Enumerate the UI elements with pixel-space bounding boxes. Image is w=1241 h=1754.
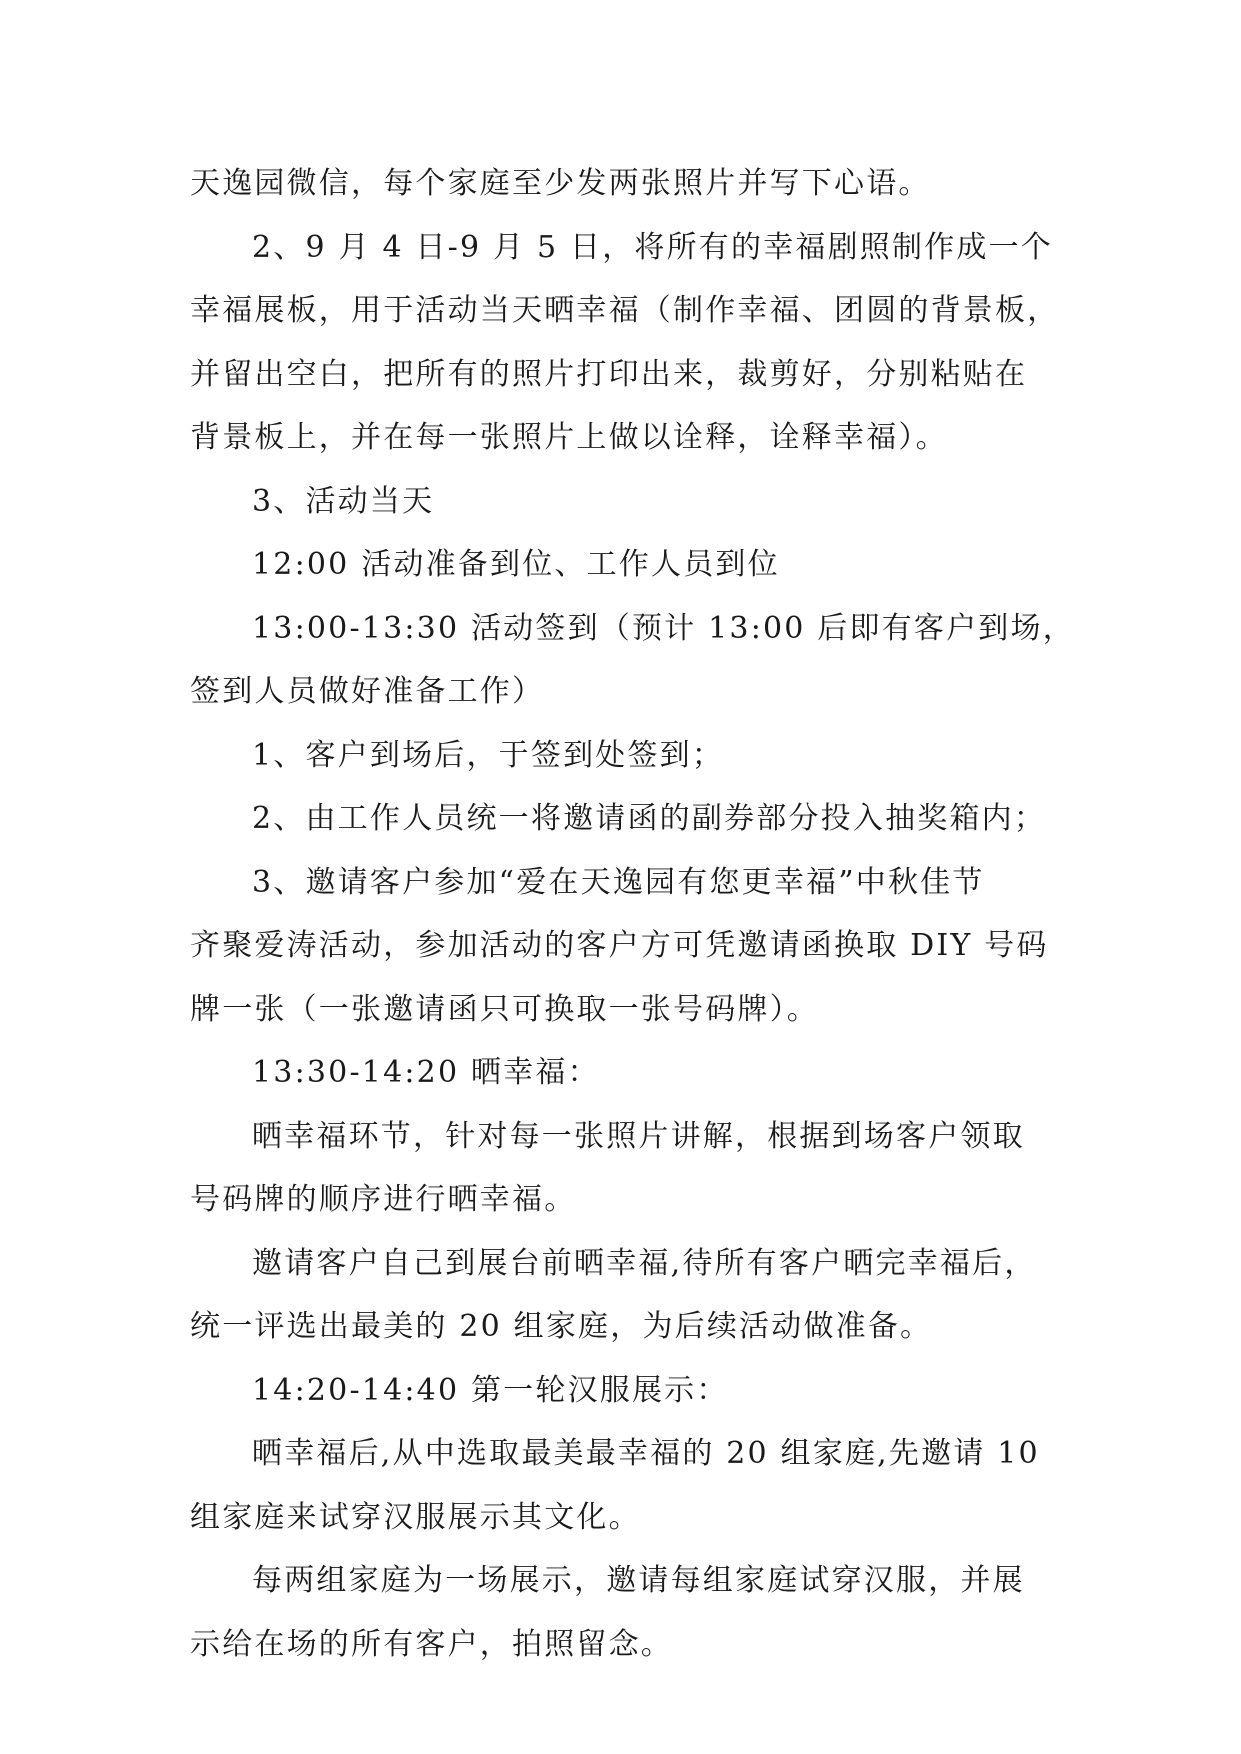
paragraph-line: 号码牌的顺序进行晒幸福。 <box>190 1182 577 1217</box>
paragraph-line: 晒幸福环节，针对每一张照片讲解，根据到场客户领取 <box>252 1118 1025 1154</box>
paragraph-line: 邀请客户自己到展台前晒幸福,待所有客户晒完幸福后， <box>252 1245 1037 1281</box>
paragraph-line: 每两组家庭为一场展示，邀请每组家庭试穿汉服，并展 <box>252 1563 1025 1598</box>
document-body <box>190 152 1075 1676</box>
paragraph-line: 并留出空白，把所有的照片打印出来，裁剪好，分别粘贴在 <box>190 356 1028 392</box>
schedule-line: 12:00 活动准备到位、工作人员到位 <box>252 547 780 582</box>
schedule-line: 14:20-14:40 第一轮汉服展示： <box>252 1372 729 1408</box>
paragraph-line: 天逸园微信，每个家庭至少发两张照片并写下心语。 <box>190 166 931 201</box>
list-item: 1、客户到场后，于签到处签到； <box>252 737 725 773</box>
section-heading: 3、活动当天 <box>252 483 435 519</box>
list-item: 2、由工作人员统一将邀请函的副券部分投入抽奖箱内； <box>252 801 1047 836</box>
paragraph-line: 幸福展板，用于活动当天晒幸福（制作幸福、团圆的背景板， <box>190 293 1060 328</box>
schedule-line: 13:30-14:20 晒幸福： <box>252 1055 600 1090</box>
paragraph-line: 签到人员做好准备工作） <box>190 674 545 709</box>
paragraph-line: 背景板上，并在每一张照片上做以诠释，诠释幸福）。 <box>190 420 948 455</box>
list-item: 3、邀请客户参加“爱在天逸园有您更幸福”中秋佳节 <box>252 864 985 900</box>
paragraph-line: 统一评选出最美的 20 组家庭，为后续活动做准备。 <box>190 1309 933 1344</box>
paragraph-line: 齐聚爱涛活动，参加活动的客户方可凭邀请函换取 DIY 号码 <box>190 928 1049 963</box>
paragraph-line: 晒幸福后,从中选取最美最幸福的 20 组家庭,先邀请 10 <box>252 1436 1040 1471</box>
schedule-line: 13:00-13:30 活动签到（预计 13:00 后即有客户到场， <box>252 610 1075 646</box>
paragraph-line: 组家庭来试穿汉服展示其文化。 <box>190 1499 641 1535</box>
paragraph-line: 2、9 月 4 日-9 月 5 日，将所有的幸福剧照制作成一个 <box>252 229 1053 265</box>
paragraph-line: 牌一张（一张邀请函只可换取一张号码牌）。 <box>190 991 819 1027</box>
paragraph-line: 示给在场的所有客户，拍照留念。 <box>190 1626 673 1662</box>
